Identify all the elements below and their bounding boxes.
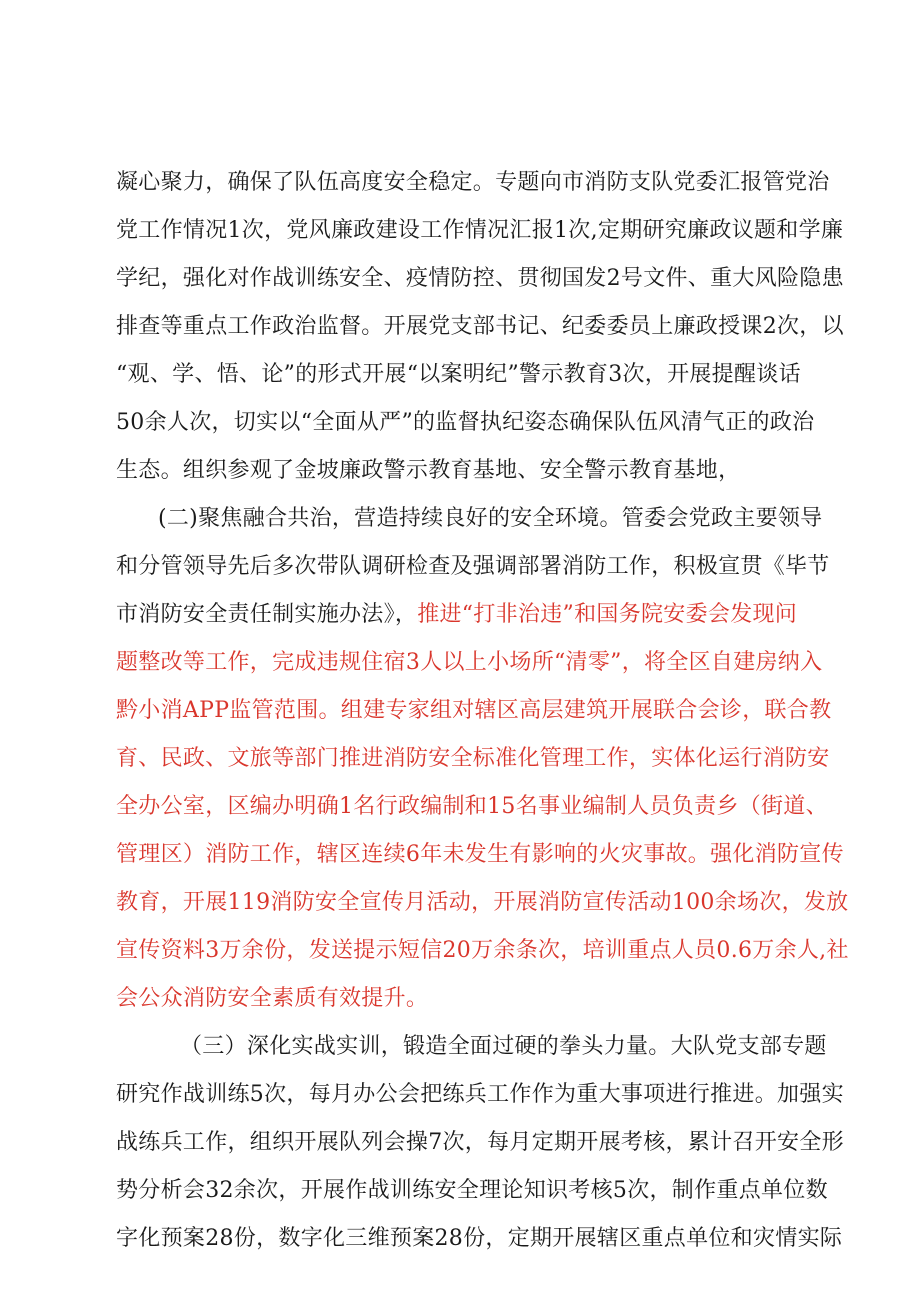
paragraph-line-mixed xyxy=(116,600,816,630)
highlighted-line: 教育，开展119消防安全宣传月活动，开展消防宣传活动100余场次，发放 xyxy=(116,890,849,915)
paragraph-line: 学纪，强化对作战训练安全、疫情防控、贯彻国发2号文件、重大风险隐患 xyxy=(116,266,844,291)
paragraph-line: 战练兵工作，组织开展队列会操7次，每月定期开展考核，累计召开安全形 xyxy=(116,1130,844,1155)
paragraph-line: “观、学、悟、论”的形式开展“以案明纪”警示教育3次，开展提醒谈话 xyxy=(116,362,801,387)
paragraph-line: 50余人次，切实以“全面从严”的监督执纪姿态确保队伍风清气正的政治 xyxy=(116,410,815,435)
highlighted-line: 会公众消防安全素质有效提升。 xyxy=(116,986,429,1011)
paragraph-line: 凝心聚力，确保了队伍高度安全稳定。专题向市消防支队党委汇报管党治 xyxy=(116,170,830,195)
highlighted-line: 黔小消APP监管范围。组建专家组对辖区高层建筑开展联合会诊，联合教 xyxy=(116,698,832,723)
section-heading-line: (二)聚焦融合共治，营造持续良好的安全环境。管委会党政主要领导 xyxy=(158,506,823,531)
paragraph-line: 势分析会32余次，开展作战训练安全理论知识考核5次，制作重点单位数 xyxy=(116,1178,828,1203)
highlighted-line: 宣传资料3万余份，发送提示短信20万余条次，培训重点人员0.6万余人,社 xyxy=(116,938,849,963)
black-segment: 市消防安全责任制实施办法》， xyxy=(116,602,418,627)
highlighted-line: 题整改等工作，完成违规住宿3人以上小场所“清零”，将全区自建房纳入 xyxy=(116,650,823,675)
highlighted-line: 管理区）消防工作，辖区连续6年未发生有影响的火灾事故。强化消防宣传 xyxy=(116,842,844,867)
highlighted-line: 育、民政、文旅等部门推进消防安全标准化管理工作，实体化运行消防安 xyxy=(116,746,830,771)
paragraph-line: 排查等重点工作政治监督。开展党支部书记、纪委委员上廉政授课2次，以 xyxy=(116,314,844,339)
paragraph-line: 生态。组织参观了金坡廉政警示教育基地、安全警示教育基地， xyxy=(116,458,741,483)
paragraph-line: 党工作情况1次，党风廉政建设工作情况汇报1次,定期研究廉政议题和学廉 xyxy=(116,218,844,243)
red-segment: 推进“打非治违”和国务院安委会发现问 xyxy=(417,602,798,627)
paragraph-line: 字化预案28份，数字化三维预案28份，定期开展辖区重点单位和灾情实际 xyxy=(116,1226,843,1251)
highlighted-line: 全办公室，区编办明确1名行政编制和15名事业编制人员负责乡（街道、 xyxy=(116,794,828,819)
section-heading-line: （三）深化实战实训，锻造全面过硬的拳头力量。大队党支部专题 xyxy=(180,1034,827,1059)
paragraph-line: 和分管领导先后多次带队调研检查及强调部署消防工作，积极宣贯《毕节 xyxy=(116,554,830,579)
paragraph-line: 研究作战训练5次，每月办公会把练兵工作作为重大事项进行推进。加强实 xyxy=(116,1082,844,1107)
